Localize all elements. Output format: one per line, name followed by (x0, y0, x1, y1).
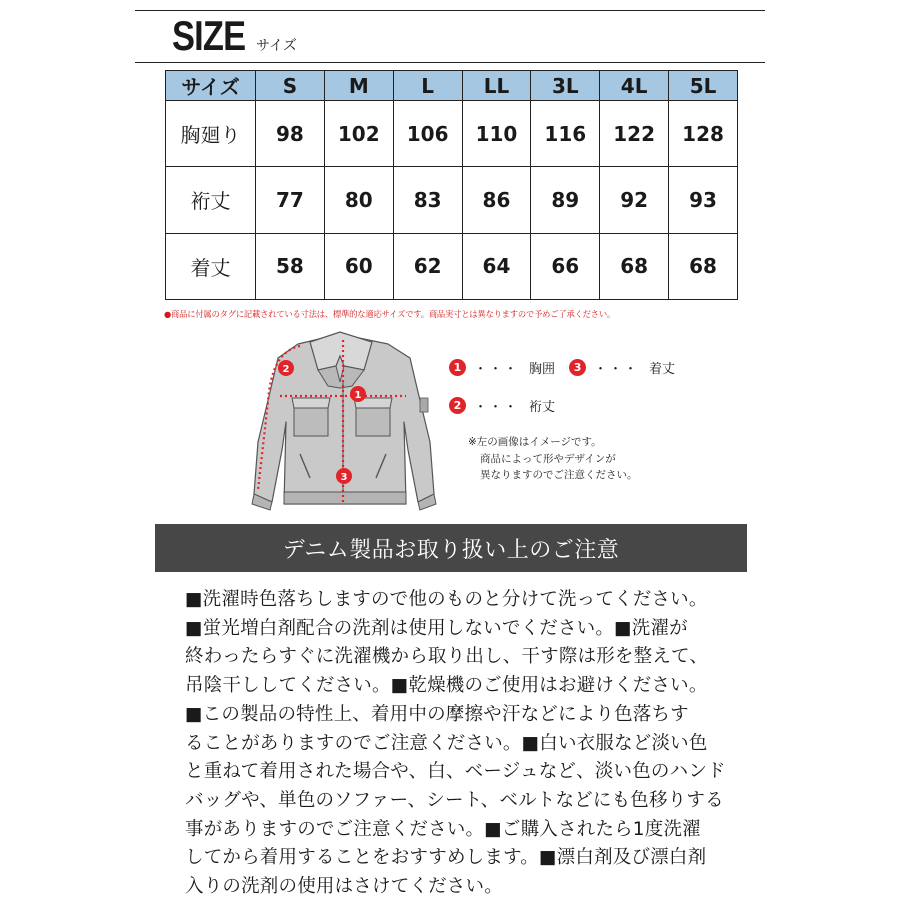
caution-line: 事がありますのでご注意ください。■ご購入されたら1度洗濯 (185, 818, 701, 840)
table-cell: 60 (324, 233, 393, 299)
size-title: SIZE (172, 12, 246, 59)
row-label-length: 着丈 (166, 233, 256, 299)
table-cell: 89 (531, 167, 600, 233)
jacket-illustration (240, 322, 445, 514)
table-cell: 77 (256, 167, 325, 233)
size-notice: ●商品に付属のタグに記載されている寸法は、標準的な適応サイズです。商品実寸とは異なりますので予めご了承ください。 (164, 309, 616, 319)
caution-line: と重ねて着用された場合や、白、ベージュなど、淡い色のハンド (185, 761, 726, 783)
legend-label-chest: 胸囲 (529, 362, 556, 377)
caution-line: ることがありますのでご注意ください。■白い衣服など淡い色 (185, 732, 708, 754)
size-header-cell: 4L (600, 71, 669, 101)
image-note-line: 商品によって形やデザインが (480, 452, 616, 465)
size-header-cell: 3L (531, 71, 600, 101)
image-note-line: 異なりますのでご注意ください。 (480, 469, 638, 481)
row-label-sleeve: 裄丈 (166, 167, 256, 233)
table-cell: 68 (669, 233, 738, 299)
legend-dots: ・・・ (474, 362, 520, 377)
size-header-cell: L (393, 71, 462, 101)
header-bottom-rule (135, 62, 765, 63)
caution-line: 入りの洗剤の使用はさけてください。 (185, 876, 503, 898)
size-header-cell: 5L (669, 71, 738, 101)
table-cell: 58 (256, 233, 325, 299)
caution-line: ■洗濯時色落ちしますので他のものと分けて洗ってください。 (185, 589, 708, 610)
badge-3-label: 3 (340, 472, 348, 483)
table-cell: 98 (256, 101, 325, 167)
table-cell: 93 (669, 167, 738, 233)
image-disclaimer (468, 434, 638, 484)
table-cell: 110 (462, 101, 531, 167)
table-cell: 106 (393, 101, 462, 167)
badge-1-label: 1 (354, 390, 362, 401)
size-subtitle: サイズ (256, 38, 297, 54)
table-cell: 122 (600, 101, 669, 167)
image-note-line: ※左の画像はイメージです。 (468, 436, 602, 448)
table-cell: 66 (531, 233, 600, 299)
caution-line: バッグや、単色のソファー、シート、ベルトなどにも色移りする (185, 789, 724, 811)
section-title (172, 13, 297, 59)
caution-line: してから着用することをおすすめします。■漂白剤及び漂白剤 (185, 847, 707, 869)
legend-label-sleeve: 裄丈 (529, 400, 556, 415)
table-cell: 116 (531, 101, 600, 167)
size-header-cell: LL (462, 71, 531, 101)
legend-dots: ・・・ (594, 362, 640, 377)
size-corner-cell: サイズ (166, 71, 256, 101)
table-cell: 64 (462, 233, 531, 299)
caution-banner: デニム製品お取り扱い上のご注意 (155, 524, 747, 572)
legend-badge-2: 2 (449, 397, 466, 414)
caution-line: ■蛍光増白剤配合の洗剤は使用しないでください。■洗濯が (185, 617, 688, 639)
table-row (166, 101, 738, 167)
legend-label-length: 着丈 (649, 362, 676, 377)
legend-badge-3: 3 (569, 359, 586, 376)
legend-badge-1: 1 (449, 359, 466, 376)
table-cell: 80 (324, 167, 393, 233)
table-cell: 128 (669, 101, 738, 167)
table-row (166, 167, 738, 233)
caution-line: 吊陰干ししてください。■乾燥機のご使用はお避けください。 (185, 675, 708, 697)
table-cell: 102 (324, 101, 393, 167)
legend-row-1 (449, 358, 689, 377)
table-cell: 92 (600, 167, 669, 233)
table-cell: 86 (462, 167, 531, 233)
legend-row-2 (449, 396, 569, 415)
table-cell: 62 (393, 233, 462, 299)
caution-line: 終わったらすぐに洗濯機から取り出し、干す際は形を整えて、 (185, 646, 709, 668)
badge-2-label: 2 (282, 364, 290, 375)
table-cell: 68 (600, 233, 669, 299)
size-header-cell: M (324, 71, 393, 101)
size-header-row (166, 71, 738, 101)
legend-dots: ・・・ (474, 400, 520, 415)
caution-line: ■この製品の特性上、着用中の摩擦や汗などにより色落ちす (185, 703, 689, 725)
size-table (165, 70, 738, 300)
size-header-cell: S (256, 71, 325, 101)
table-row (166, 233, 738, 299)
header-top-rule (135, 10, 765, 11)
caution-text (185, 586, 745, 902)
table-cell: 83 (393, 167, 462, 233)
row-label-chest: 胸廻り (166, 101, 256, 167)
